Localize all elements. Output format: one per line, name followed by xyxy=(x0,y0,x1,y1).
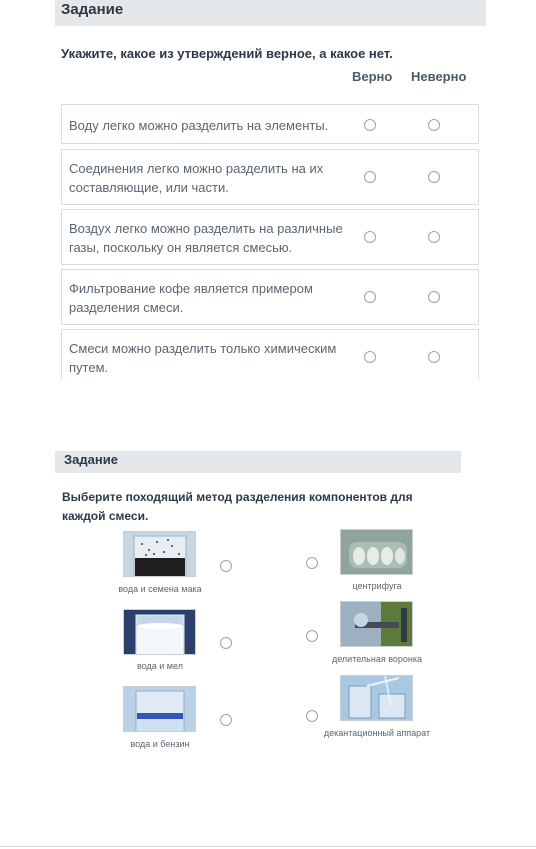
task1-header: Задание xyxy=(55,0,486,26)
statement-row xyxy=(61,209,479,265)
column-true-header: Верно xyxy=(352,69,393,84)
method-radio[interactable] xyxy=(306,557,318,569)
mixture-radio[interactable] xyxy=(220,560,232,572)
separating-funnel-image xyxy=(340,601,413,647)
false-radio[interactable] xyxy=(428,291,440,303)
method-caption: центрифуга xyxy=(352,581,402,591)
false-radio[interactable] xyxy=(428,171,440,183)
statement-row xyxy=(61,149,479,205)
false-radio[interactable] xyxy=(428,231,440,243)
method-caption: делительная воронка xyxy=(331,654,423,664)
statement-row xyxy=(61,329,479,379)
column-false-header: Неверно xyxy=(411,69,467,84)
method-radio[interactable] xyxy=(306,630,318,642)
chalk-water-image xyxy=(123,609,196,655)
statement-text: Смеси можно разделить только химическим путем. xyxy=(69,341,337,375)
task2-header: Задание xyxy=(55,451,461,473)
method-caption: декантационный аппарат xyxy=(323,728,431,738)
statement-text: Воду легко можно разделить на элементы. xyxy=(69,118,329,133)
statement-text: Воздух легко можно разделить на различные газы, поскольку он является смесью. xyxy=(69,221,343,255)
true-radio[interactable] xyxy=(364,291,376,303)
divider xyxy=(0,846,536,847)
statement-row xyxy=(61,104,479,144)
statements-list xyxy=(61,104,479,379)
statement-text: Соединения легко можно разделить на их составляющие, или части. xyxy=(69,161,324,195)
petrol-water-image xyxy=(123,686,196,732)
task1-question: Укажите, какое из утверждений верное, а какое нет. xyxy=(61,46,393,61)
statement-text: Фильтрование кофе является примером разделения смеси. xyxy=(69,281,313,315)
statement-row xyxy=(61,269,479,325)
mixture-caption: вода и семена мака xyxy=(118,584,202,594)
true-radio[interactable] xyxy=(364,351,376,363)
method-radio[interactable] xyxy=(306,710,318,722)
task2-question: Выберите походящий метод разделения компонентов для каждой смеси. xyxy=(62,490,413,523)
mixture-caption: вода и мел xyxy=(137,661,183,671)
false-radio[interactable] xyxy=(428,119,440,131)
true-radio[interactable] xyxy=(364,119,376,131)
true-radio[interactable] xyxy=(364,231,376,243)
mixture-caption: вода и бензин xyxy=(130,739,190,749)
false-radio[interactable] xyxy=(428,351,440,363)
centrifuge-image xyxy=(340,529,413,575)
decanting-apparatus-image xyxy=(340,675,413,721)
poppy-seeds-image xyxy=(123,531,196,577)
mixture-radio[interactable] xyxy=(220,714,232,726)
true-radio[interactable] xyxy=(364,171,376,183)
mixture-radio[interactable] xyxy=(220,637,232,649)
